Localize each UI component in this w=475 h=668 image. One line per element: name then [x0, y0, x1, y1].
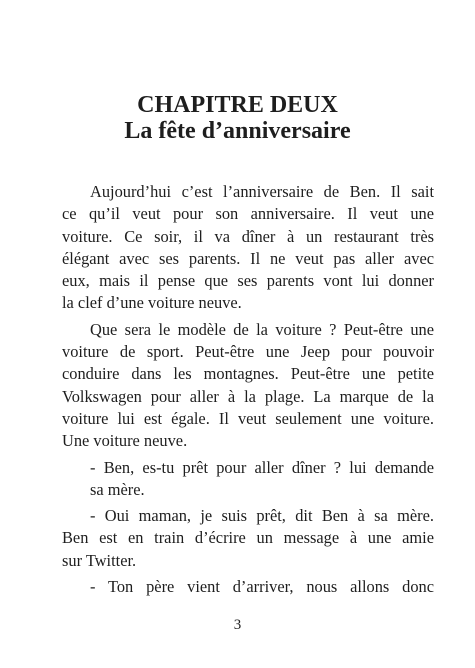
- text-line: eux, mais il pense que ses parents vont lui donner: [62, 271, 434, 291]
- text-line: - Ton père vient d’arriver, nous allons donc: [90, 577, 434, 597]
- text-line: sur Twitter.: [62, 550, 137, 570]
- text-line: ce qu’il veut pour son anniversaire. Il veut une: [62, 204, 434, 224]
- text-line: - Ben, es-tu prêt pour aller dîner ? lui demande: [90, 457, 434, 477]
- chapter-number: CHAPITRE DEUX: [137, 92, 338, 118]
- text-line: élégant avec ses parents. Il ne veut pas aller avec: [62, 248, 434, 268]
- chapter-body: [62, 181, 434, 598]
- text-line: Que sera le modèle de la voiture ? Peut-être une: [90, 319, 434, 339]
- text-line: voiture de sport. Peut-être une Jeep pour pouvoir: [62, 342, 434, 362]
- text-line: voiture. Ce soir, il va dîner à un restaurant très: [62, 226, 434, 246]
- text-line: Volkswagen pour aller à la plage. La marque de la: [62, 386, 434, 406]
- page-number: 3: [233, 617, 242, 633]
- text-line: - Oui maman, je suis prêt, dit Ben à sa mère.: [90, 506, 434, 526]
- text-line: Ben est en train d’écrire un message à une amie: [62, 528, 434, 548]
- text-line: sa mère.: [90, 479, 145, 499]
- text-line: Aujourd’hui c’est l’anniversaire de Ben. Il sait: [90, 182, 434, 201]
- text-line: conduire dans les montagnes. Peut-être une petite: [62, 364, 434, 384]
- text-line: voiture lui est égale. Il veut seulement une voiture.: [62, 408, 434, 428]
- chapter-title: La fête d’anniversaire: [124, 118, 351, 144]
- text-line: la clef d’une voiture neuve.: [62, 293, 242, 313]
- text-line: Une voiture neuve.: [62, 431, 188, 451]
